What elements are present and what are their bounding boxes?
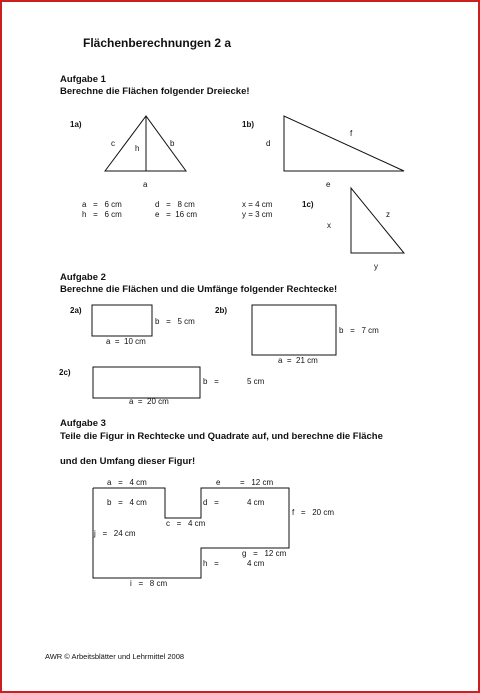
- rectangle-2b-side-b: b = 7 cm: [339, 326, 379, 335]
- figure-side-c: c = 4 cm: [166, 519, 206, 528]
- triangle-1c: [351, 188, 404, 253]
- triangle-1a-side-b: b: [170, 139, 175, 148]
- rectangle-2c: [93, 367, 200, 398]
- task-1-instruction: Berechne die Flächen folgender Dreiecke!: [60, 86, 250, 97]
- triangle-1a-side-c: c: [111, 139, 115, 148]
- value-h: h = 6 cm: [82, 210, 122, 219]
- task-2-instruction: Berechne die Flächen und die Umfänge folgender Rechtecke!: [60, 284, 338, 295]
- rectangle-2a-label: 2a): [70, 306, 82, 315]
- footer-copyright: AWR © Arbeitsblätter und Lehrmittel 2008: [45, 652, 185, 661]
- triangle-1c-side-z: z: [386, 210, 390, 219]
- figure-side-d-value: 4 cm: [247, 498, 265, 507]
- value-e: e = 16 cm: [155, 210, 198, 219]
- task-2-heading: Aufgabe 2: [60, 272, 106, 283]
- figure-side-f: f = 20 cm: [292, 508, 335, 517]
- rectangle-2b: [252, 305, 336, 355]
- rectangle-2a-side-a: a = 10 cm: [106, 337, 146, 346]
- rectangle-2b-label: 2b): [215, 306, 227, 315]
- triangle-1b-side-e: e: [326, 180, 331, 189]
- figure-side-h-value: 4 cm: [247, 559, 265, 568]
- value-x: x = 4 cm: [242, 200, 273, 209]
- triangle-1c-label: 1c): [302, 200, 314, 209]
- triangle-1b-side-d: d: [266, 139, 271, 148]
- triangle-1a-side-a: a: [143, 180, 148, 189]
- rectangle-2a: [92, 305, 152, 336]
- figure-side-e: e: [216, 478, 221, 487]
- figure-side-e-value: = 12 cm: [240, 478, 274, 487]
- triangle-1b-label: 1b): [242, 120, 254, 129]
- triangle-1c-side-x: x: [327, 221, 331, 230]
- task-3-instruction-line-1: Teile die Figur in Rechtecke und Quadrate auf, und berechne die Fläche: [60, 431, 383, 442]
- figure-side-i: i = 8 cm: [130, 579, 168, 588]
- value-a: a = 6 cm: [82, 200, 122, 209]
- triangle-1a-height-h: h: [135, 144, 140, 153]
- rectangle-2c-side-b-value: 5 cm: [247, 377, 265, 386]
- figure-side-j: j = 24 cm: [94, 529, 136, 538]
- figure-side-b: b = 4 cm: [107, 498, 147, 507]
- task-3-instruction-line-2: und den Umfang dieser Figur!: [60, 456, 196, 467]
- rectangle-2c-label: 2c): [59, 368, 71, 377]
- triangle-1a-label: 1a): [70, 120, 82, 129]
- rectangle-2c-side-b: b =: [203, 377, 219, 386]
- rectangle-2c-side-a: a = 20 cm: [129, 397, 169, 406]
- rectangle-2a-side-b: b = 5 cm: [155, 317, 195, 326]
- figure-side-g: g = 12 cm: [242, 549, 287, 558]
- page-title: Flächenberechnungen 2 a: [83, 36, 232, 50]
- triangle-1b: [284, 116, 404, 171]
- figure-side-a: a = 4 cm: [107, 478, 147, 487]
- task-1-heading: Aufgabe 1: [60, 74, 106, 85]
- triangle-1c-side-y: y: [374, 262, 378, 271]
- value-d: d = 8 cm: [155, 200, 195, 209]
- value-y: y = 3 cm: [242, 210, 273, 219]
- task-3-heading: Aufgabe 3: [60, 418, 106, 429]
- rectangle-2b-side-a: a = 21 cm: [278, 356, 318, 365]
- triangle-1b-side-f: f: [350, 129, 353, 138]
- figure-side-d: d =: [203, 498, 219, 507]
- figure-side-h: h =: [203, 559, 219, 568]
